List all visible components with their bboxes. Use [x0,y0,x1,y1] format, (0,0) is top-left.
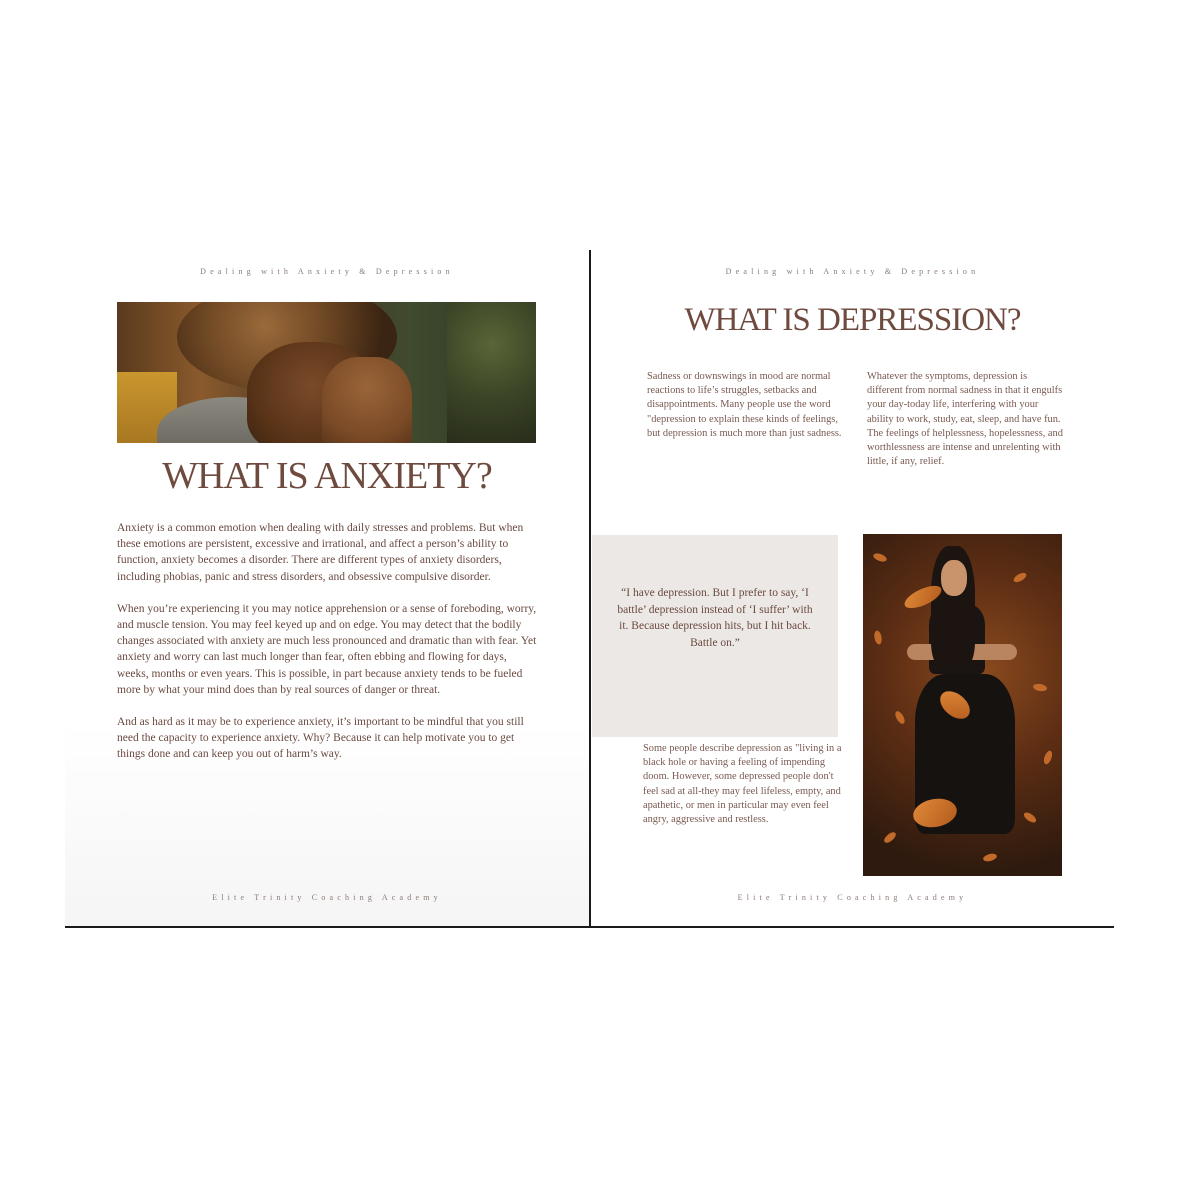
quote-text: “I have depression. But I prefer to say, ‘I battle’ depression instead of ‘I suffer’ with it. Because depression hits, but I hit back. Battle on.” [617,587,813,649]
bottom-rule [65,926,1114,928]
page-title: WHAT IS ANXIETY? [162,455,492,497]
running-footer: Elite Trinity Coaching Academy [212,893,442,902]
paragraph: Anxiety is a common emotion when dealing with daily stresses and problems. But when these emotions are persistent, excessive and irrational, and affect a person’s ability to function, anxiety becomes a disorder. There are different types of anxiety disorders, including phobias, panic and stress disorders, and obsessive compulsive disorder. [117,522,524,583]
page-divider [589,250,591,927]
page-title: WHAT IS DEPRESSION? [684,302,1021,338]
right-page [591,250,1114,927]
running-footer: Elite Trinity Coaching Academy [737,893,968,902]
running-header: Dealing with Anxiety & Depression [725,267,980,276]
quote-box [592,535,838,737]
left-page [65,250,589,927]
running-header: Dealing with Anxiety & Depression [200,267,454,276]
depression-photo [863,534,1062,876]
paragraph: And as hard as it may be to experience anxiety, it’s important to be mindful that you still need the capacity to experience anxiety. Why? Because it can help motivate you to get things done and can keep you out of harm’s way. [117,716,524,761]
text-column-bottom: Some people describe depression as "living in a black hole or having a feeling of impending doom. However, some depressed people don't feel sad at all-they may feel lifeless, empty, and apathetic, or men in particular may even feel angry, aggressive and restless. [643,743,842,826]
body-text [117,520,537,779]
paragraph: When you’re experiencing it you may notice apprehension or a sense of foreboding, worry, and muscle tension. You may feel keyed up and on edge. You may detect that the bodily changes associated with anxiety are much less pronounced and dramatic than with fear. Yet anxiety and worry can last much longer than fear, often ebbing and flowing for days, weeks, months or even years. This is possible, in part because anxiety tends to be fueled more by what your mind does than by real sources of danger or threat. [117,602,537,696]
anxiety-photo [117,302,536,443]
text-column-left: Sadness or downswings in mood are normal reactions to life’s struggles, setbacks and disappointments. Many people use the word "depression to explain these kinds of feelings, but depression is much more than just sadness. [647,371,842,439]
text-column-right: Whatever the symptoms, depression is different from normal sadness in that it engulfs your day-today life, interfering with your ability to work, study, eat, sleep, and have fun. The feelings of helplessness, hopelessness, and worthlessness are intense and unrelenting with little, if any, relief. [867,371,1063,468]
